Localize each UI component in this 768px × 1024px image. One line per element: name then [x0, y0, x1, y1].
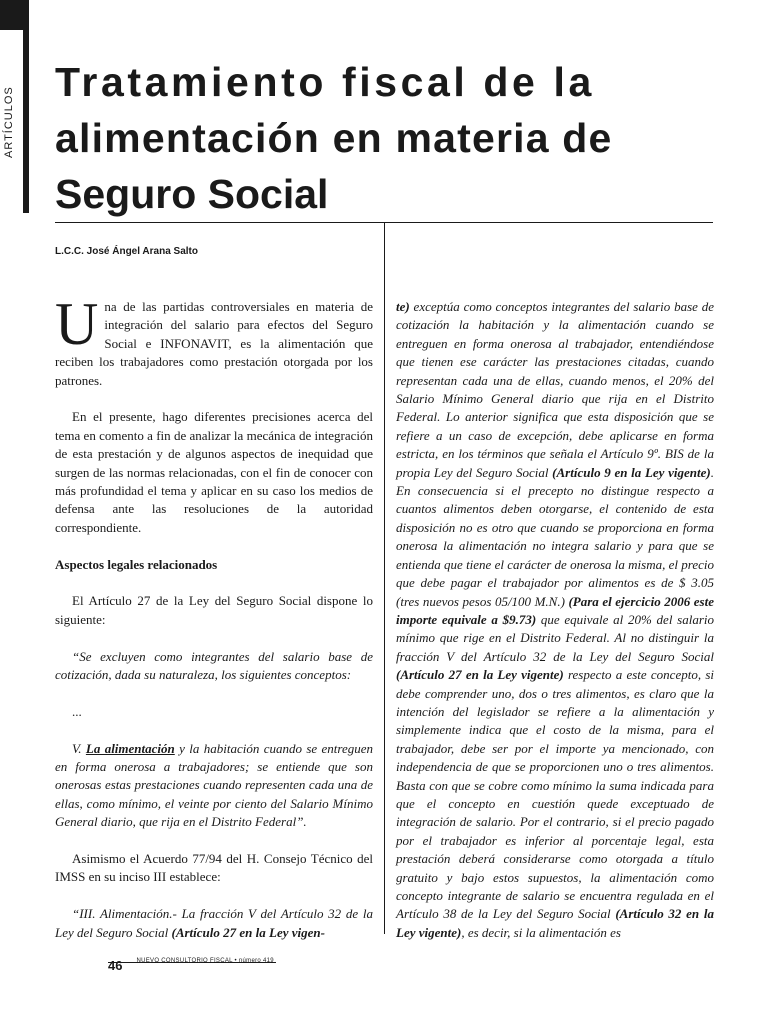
page-footer — [108, 958, 274, 973]
right-text-2: . En consecuencia si el precepto no distingue respecto a cuantos alimentos deben otorgarse, el contenido de esta disposición no es otro que cuando se proporciona en forma onerosa la alimentación no integra salario y para que se entienda que tiene el carácter de onerosa la misma, el precio que debe pagar el trabajador por alimentos es de $ 3.05 (tres nuevos pesos 05/100 M.N.) — [396, 464, 714, 609]
section-heading: Aspectos legales relacionados — [55, 556, 218, 572]
intro-paragraph — [55, 291, 373, 390]
title-line-3: Seguro Social — [55, 171, 329, 217]
drop-cap: U — [55, 291, 99, 357]
right-bold-3: (Para el ejercicio 2006 este importe equivale a $9.73) — [396, 593, 714, 627]
left-column — [55, 291, 374, 960]
paragraph-3: El Artículo 27 de la Ley del Seguro Social dispone lo siguiente: — [55, 593, 373, 627]
author-byline: L.C.C. José Ángel Arana Salto — [55, 246, 198, 257]
intro-text: na de las partidas controversiales en materia de integración del salario para efectos del Seguro Social e INFONAVIT, es la alimentación que reciben los trabajadores como prestación otorgada por los patrones. — [55, 299, 373, 388]
article-title — [55, 54, 720, 222]
right-text-4: respecto a este concepto, si debe comprender uno, dos o tres alimentos, es claro que la intención del legislador se refiere a la alimentación y simplemente indica que el costo de la misma, para el trabajador, debe ser por el importe ya mencionado, con independencia de que se proporcionen uno o tres alimentos. Basta con que se cobre como mínimo la suma indicada para que el concepto en cuestión quede exceptuado de integración de salario. Por el contrario, si el precio pagado por el trabajador es inferior al porcentaje legal, esta prestación deberá considerarse como otorgada a título gratuito y bajo estos supuestos, la alimentación como concepto integrante de salario se encuentra regulada en el Artículo 38 de la Ley del Seguro Social — [396, 667, 714, 922]
quote-2-bold: La alimentación — [85, 740, 175, 756]
column-divider — [384, 222, 385, 934]
right-text-1: exceptúa como conceptos integrantes del salario base de cotización la habitación y la alimentación cuando se entreguen en forma onerosa al trabajador, entendiéndose que tienen ese carácter las prestaciones citadas, cuando representan cada una de ellas, cuando menos, el 20% del Salario Mínimo General diario que rija en el Distrito Federal. Lo anterior significa que esta disposición que se refiere a un caso de excepción, debe aplicarse en forma estricta, en los términos que señala el Artículo 9º. BIS de la propia Ley del Seguro Social — [396, 299, 714, 480]
right-column — [396, 298, 714, 961]
right-bold-5: (Artículo 32 en la Ley vigente) — [396, 906, 715, 940]
quote-ellipsis: ... — [72, 703, 82, 719]
right-bold-2: (Artículo 9 en la Ley vigente) — [552, 464, 711, 480]
paragraph-4: Asimismo el Acuerdo 77/94 del H. Consejo Técnico del IMSS en su inciso III establece: — [55, 851, 373, 885]
page-number: 46 — [108, 958, 123, 973]
section-label: ARTÍCULOS — [3, 86, 15, 158]
title-line-2: alimentación en materia de — [55, 115, 613, 161]
quote-2-rest: y la habitación cuando se entreguen en forma onerosa a trabajadores; se entiende que son onerosas estas prestaciones cuando representen cada una de ellas, como mínimo, el veinte por ciento del Salario Mínimo General diario, que rija en el Distrito Federal”. — [55, 740, 374, 830]
paragraph-2: En el presente, hago diferentes precisiones acerca del tema en comento a fin de analizar la mecánica de integración de esta prestación y de algunos aspectos de inequidad que surgen de las normas relacionadas, con el fin de conocer con más profundidad el tema y aplicar en su caso los medios de defensa ante las resoluciones de la autoridad correspondiente. — [55, 409, 373, 535]
quote-3 — [55, 905, 373, 942]
right-bold-1: te) — [396, 299, 410, 314]
right-bold-4: (Artículo 27 en la Ley vigente) — [396, 667, 564, 683]
quote-2 — [55, 740, 373, 832]
quote-3-bold: (Artículo 27 en la Ley vigen- — [171, 924, 325, 940]
right-text-5: , es decir, si la alimentación es — [461, 924, 621, 940]
journal-name: NUEVO CONSULTORIO FISCAL • número 419 — [136, 958, 274, 964]
quote-2-prefix: V. — [72, 740, 86, 756]
right-text-3: que equivale al 20% del salario mínimo que rige en el Distrito Federal. Al no distinguir la fracción V del Artículo 32 de la Ley del Seguro Social — [396, 611, 714, 664]
quote-3-text: “III. Alimentación.- La fracción V del Artículo 32 de la Ley del Seguro Social — [55, 906, 373, 940]
title-line-1: Tratamiento fiscal de la — [55, 59, 595, 105]
right-paragraph — [396, 298, 714, 942]
quote-1: “Se excluyen como integrantes del salario base de cotización, dada su naturaleza, los siguientes conceptos: — [55, 648, 373, 683]
